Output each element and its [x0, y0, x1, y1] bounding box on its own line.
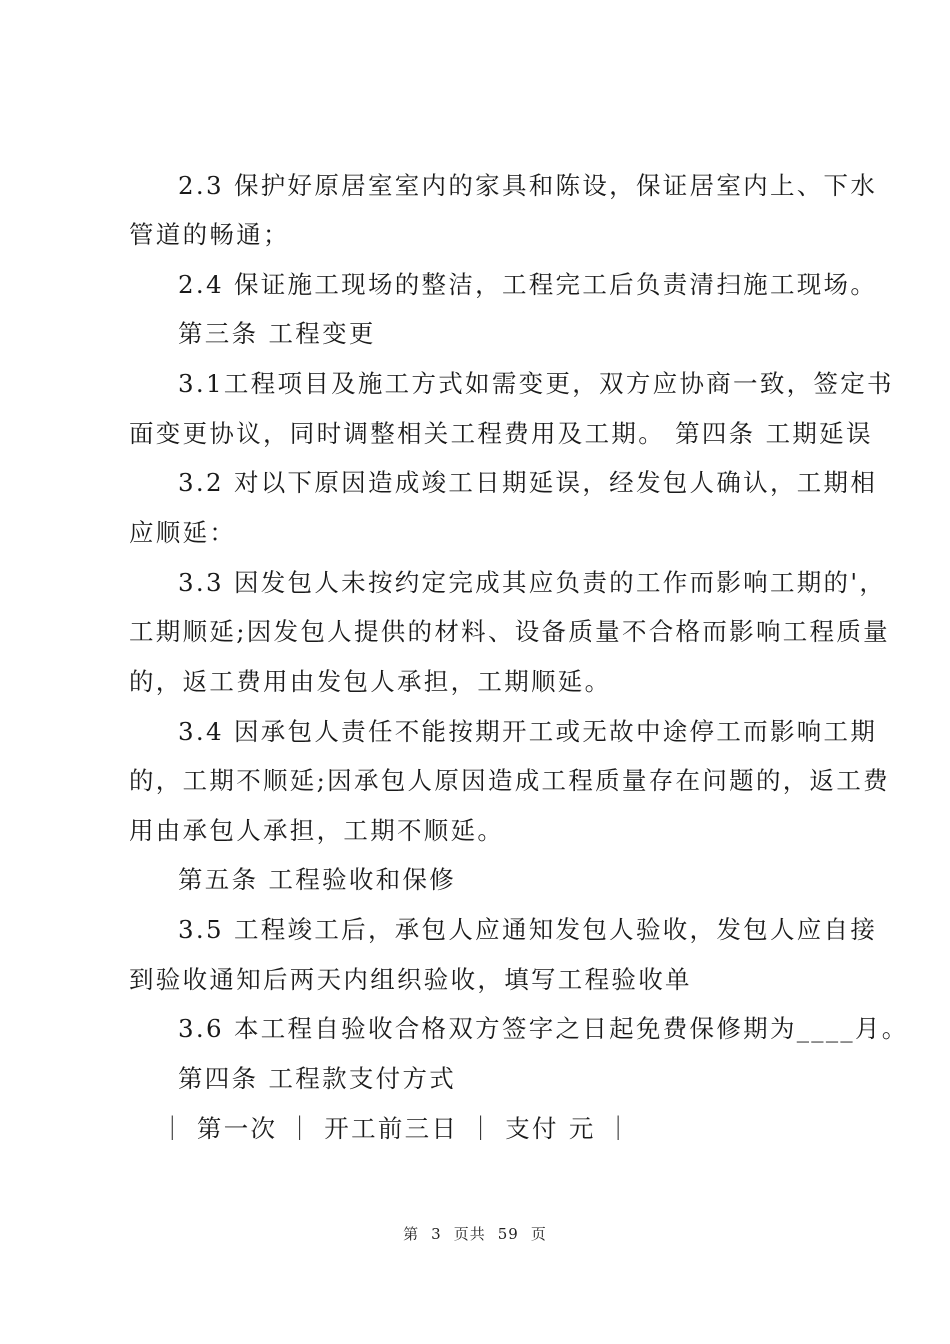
paragraph-line: 3.6 本工程自验收合格双方签字之日起免费保修期为____月。 — [178, 1014, 909, 1043]
section-heading: 第四条 工程款支付方式 — [178, 1064, 457, 1093]
paragraph-line: 2.4 保证施工现场的整洁，工程完工后负责清扫施工现场。 — [178, 270, 878, 299]
paragraph-line: 2.3 保护好原居室室内的家具和陈设，保证居室内上、下水 — [178, 171, 878, 200]
footer-page-number: 3 — [431, 1225, 442, 1243]
footer-suffix: 页 — [530, 1225, 547, 1243]
section-heading: 第五条 工程验收和保修 — [178, 865, 457, 894]
page-footer — [0, 1224, 950, 1244]
paragraph-line: 3.5 工程竣工后，承包人应通知发包人验收，发包人应自接 — [178, 915, 878, 944]
paragraph-line: 用由承包人承担，工期不顺延。 — [129, 816, 505, 845]
paragraph-line: 3.2 对以下原因造成竣工日期延误，经发包人确认，工期相 — [178, 468, 878, 497]
paragraph-line: 3.4 因承包人责任不能按期开工或无故中途停工而影响工期 — [178, 717, 878, 746]
footer-middle: 页共 — [453, 1225, 486, 1243]
section-heading: 第三条 工程变更 — [178, 319, 376, 348]
paragraph-line: 工期顺延;因发包人提供的材料、设备质量不合格而影响工程质量 — [129, 617, 890, 646]
paragraph-line: 的，工期不顺延;因承包人原因造成工程质量存在问题的，返工费 — [129, 766, 890, 795]
paragraph-line: 3.1工程项目及施工方式如需变更，双方应协商一致，签定书 — [178, 369, 894, 398]
paragraph-line: 管道的畅通； — [129, 220, 290, 249]
paragraph-line: 的，返工费用由发包人承担，工期顺延。 — [129, 667, 612, 696]
payment-table-row: ｜ 第一次 ｜ 开工前三日 ｜ 支付 元 ｜ — [160, 1114, 633, 1143]
paragraph-line: 应顺延： — [129, 518, 237, 547]
footer-prefix: 第 — [403, 1225, 420, 1243]
paragraph-line: 3.3 因发包人未按约定完成其应负责的工作而影响工期的'， — [178, 568, 887, 597]
footer-total-pages: 59 — [497, 1225, 519, 1243]
paragraph-line: 面变更协议，同时调整相关工程费用及工期。 第四条 工期延误 — [129, 419, 873, 448]
paragraph-line: 到验收通知后两天内组织验收，填写工程验收单 — [129, 965, 692, 994]
